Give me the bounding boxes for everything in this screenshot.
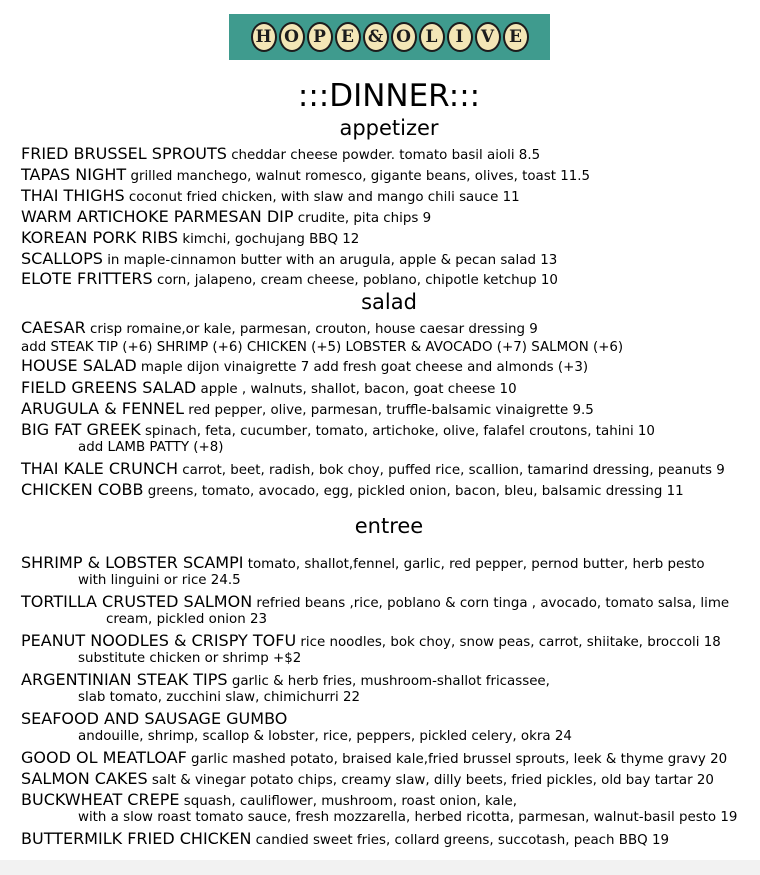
item-description: greens, tomato, avocado, egg, pickled onion, bacon, bleu, balsamic dressing 11 (143, 484, 684, 499)
menu-item (21, 830, 669, 850)
salad-heading: salad (361, 290, 417, 314)
item-name: GOOD OL MEATLOAF (21, 748, 187, 767)
menu-item (21, 229, 359, 249)
menu-item (21, 671, 550, 691)
item-description: kimchi, gochujang BBQ 12 (178, 232, 360, 247)
menu-item (21, 460, 725, 480)
menu-item (21, 319, 538, 339)
menu-item (21, 208, 431, 228)
menu-item (21, 791, 517, 811)
item-name: PEANUT NOODLES & CRISPY TOFU (21, 631, 297, 650)
item-description: garlic & herb fries, mushroom-shallot fricassee, (227, 674, 550, 689)
item-description: carrot, beet, radish, bok choy, puffed rice, scallion, tamarind dressing, peanuts 9 (178, 463, 725, 478)
item-name: BUTTERMILK FRIED CHICKEN (21, 829, 252, 848)
item-description: red pepper, olive, parmesan, truffle-balsamic vinaigrette 9.5 (184, 403, 594, 418)
logo-letter: E (335, 22, 361, 52)
item-description: corn, jalapeno, cream cheese, poblano, chipotle ketchup 10 (152, 273, 558, 288)
item-description: tomato, shallot,fennel, garlic, red pepper, pernod butter, herb pesto (243, 557, 705, 572)
item-name: SEAFOOD AND SAUSAGE GUMBO (21, 709, 288, 728)
logo-letter: H (251, 22, 277, 52)
item-name: KOREAN PORK RIBS (21, 228, 179, 247)
item-name: FRIED BRUSSEL SPROUTS (21, 144, 227, 163)
logo-letter: O (279, 22, 305, 52)
item-description: add STEAK TIP (+6) SHRIMP (+6) CHICKEN (+5) LOBSTER & AVOCADO (+7) SALMON (+6) (21, 340, 624, 355)
item-description: candied sweet fries, collard greens, succotash, peach BBQ 19 (251, 833, 669, 848)
menu-item (21, 250, 557, 270)
item-description: apple , walnuts, shallot, bacon, goat cheese 10 (196, 382, 517, 397)
menu-item (21, 145, 540, 165)
item-name: TORTILLA CRUSTED SALMON (21, 592, 253, 611)
item-description: salt & vinegar potato chips, creamy slaw, dilly beets, fried pickles, old bay tartar 20 (147, 773, 714, 788)
menu-item (21, 710, 287, 730)
menu-item (21, 187, 520, 207)
item-name: THAI KALE CRUNCH (21, 459, 178, 478)
logo (229, 14, 550, 60)
item-name: CAESAR (21, 318, 86, 337)
item-name: BIG FAT GREEK (21, 420, 141, 439)
menu-item (21, 166, 590, 186)
item-description: cheddar cheese powder. tomato basil aioli 8.5 (226, 148, 541, 163)
menu-item (21, 357, 588, 377)
menu-title: :::DINNER::: (297, 78, 481, 114)
menu-item (21, 270, 558, 290)
item-subline: andouille, shrimp, scallop & lobster, rice, peppers, pickled celery, okra 24 (78, 729, 572, 744)
item-name: CHICKEN COBB (21, 480, 144, 499)
item-description: spinach, feta, cucumber, tomato, artichoke, olive, falafel croutons, tahini 10 (140, 424, 655, 439)
item-description: squash, cauliflower, mushroom, roast onion, kale, (179, 794, 517, 809)
menu-item (21, 632, 721, 652)
item-name: HOUSE SALAD (21, 356, 137, 375)
appetizer-heading: appetizer (339, 116, 439, 140)
menu-item (21, 421, 655, 441)
logo-letter: P (307, 22, 333, 52)
item-subline: slab tomato, zucchini slaw, chimichurri 22 (78, 690, 361, 705)
item-name: ARUGULA & FENNEL (21, 399, 185, 418)
menu-item (21, 400, 594, 420)
item-name: THAI THIGHS (21, 186, 125, 205)
item-name: SCALLOPS (21, 249, 103, 268)
item-description: maple dijon vinaigrette 7 add fresh goat cheese and almonds (+3) (136, 360, 589, 375)
menu-item (21, 379, 517, 399)
item-name: FIELD GREENS SALAD (21, 378, 197, 397)
item-description: coconut fried chicken, with slaw and mango chili sauce 11 (124, 190, 520, 205)
item-description: crisp romaine,or kale, parmesan, crouton, house caesar dressing 9 (85, 322, 538, 337)
item-name: SHRIMP & LOBSTER SCAMPI (21, 553, 244, 572)
item-name: TAPAS NIGHT (21, 165, 127, 184)
item-description: garlic mashed potato, braised kale,fried brussel sprouts, leek & thyme gravy 20 (186, 752, 728, 767)
menu-item (21, 749, 727, 769)
item-subline: cream, pickled onion 23 (106, 612, 268, 627)
logo-letter: I (447, 22, 473, 52)
item-description: crudite, pita chips 9 (293, 211, 432, 226)
menu-item (21, 554, 705, 574)
add-on-line (21, 337, 623, 357)
logo-letters (250, 22, 530, 52)
menu-item (21, 770, 714, 790)
logo-letter: & (363, 22, 389, 52)
item-description: in maple-cinnamon butter with an arugula, apple & pecan salad 13 (102, 253, 558, 268)
greek-add-on: add LAMB PATTY (+8) (78, 440, 224, 455)
item-description: rice noodles, bok choy, snow peas, carrot, shiitake, broccoli 18 (296, 635, 721, 650)
item-subline: with a slow roast tomato sauce, fresh mozzarella, herbed ricotta, parmesan, walnut-basil pesto 19 (78, 810, 738, 825)
logo-letter: V (475, 22, 501, 52)
item-name: ELOTE FRITTERS (21, 269, 153, 288)
logo-letter: L (419, 22, 445, 52)
item-name: WARM ARTICHOKE PARMESAN DIP (21, 207, 294, 226)
item-description: refried beans ,rice, poblano & corn tinga , avocado, tomato salsa, lime (252, 596, 730, 611)
item-name: BUCKWHEAT CREPE (21, 790, 180, 809)
item-subline: with linguini or rice 24.5 (78, 573, 241, 588)
page-bottom-edge (0, 860, 760, 875)
menu-item (21, 481, 684, 501)
item-name: SALMON CAKES (21, 769, 148, 788)
entree-heading: entree (354, 514, 424, 538)
logo-letter: O (391, 22, 417, 52)
item-subline: substitute chicken or shrimp +$2 (78, 651, 302, 666)
item-name: ARGENTINIAN STEAK TIPS (21, 670, 228, 689)
menu-item (21, 593, 729, 613)
item-description: grilled manchego, walnut romesco, gigante beans, olives, toast 11.5 (126, 169, 591, 184)
logo-letter: E (503, 22, 529, 52)
